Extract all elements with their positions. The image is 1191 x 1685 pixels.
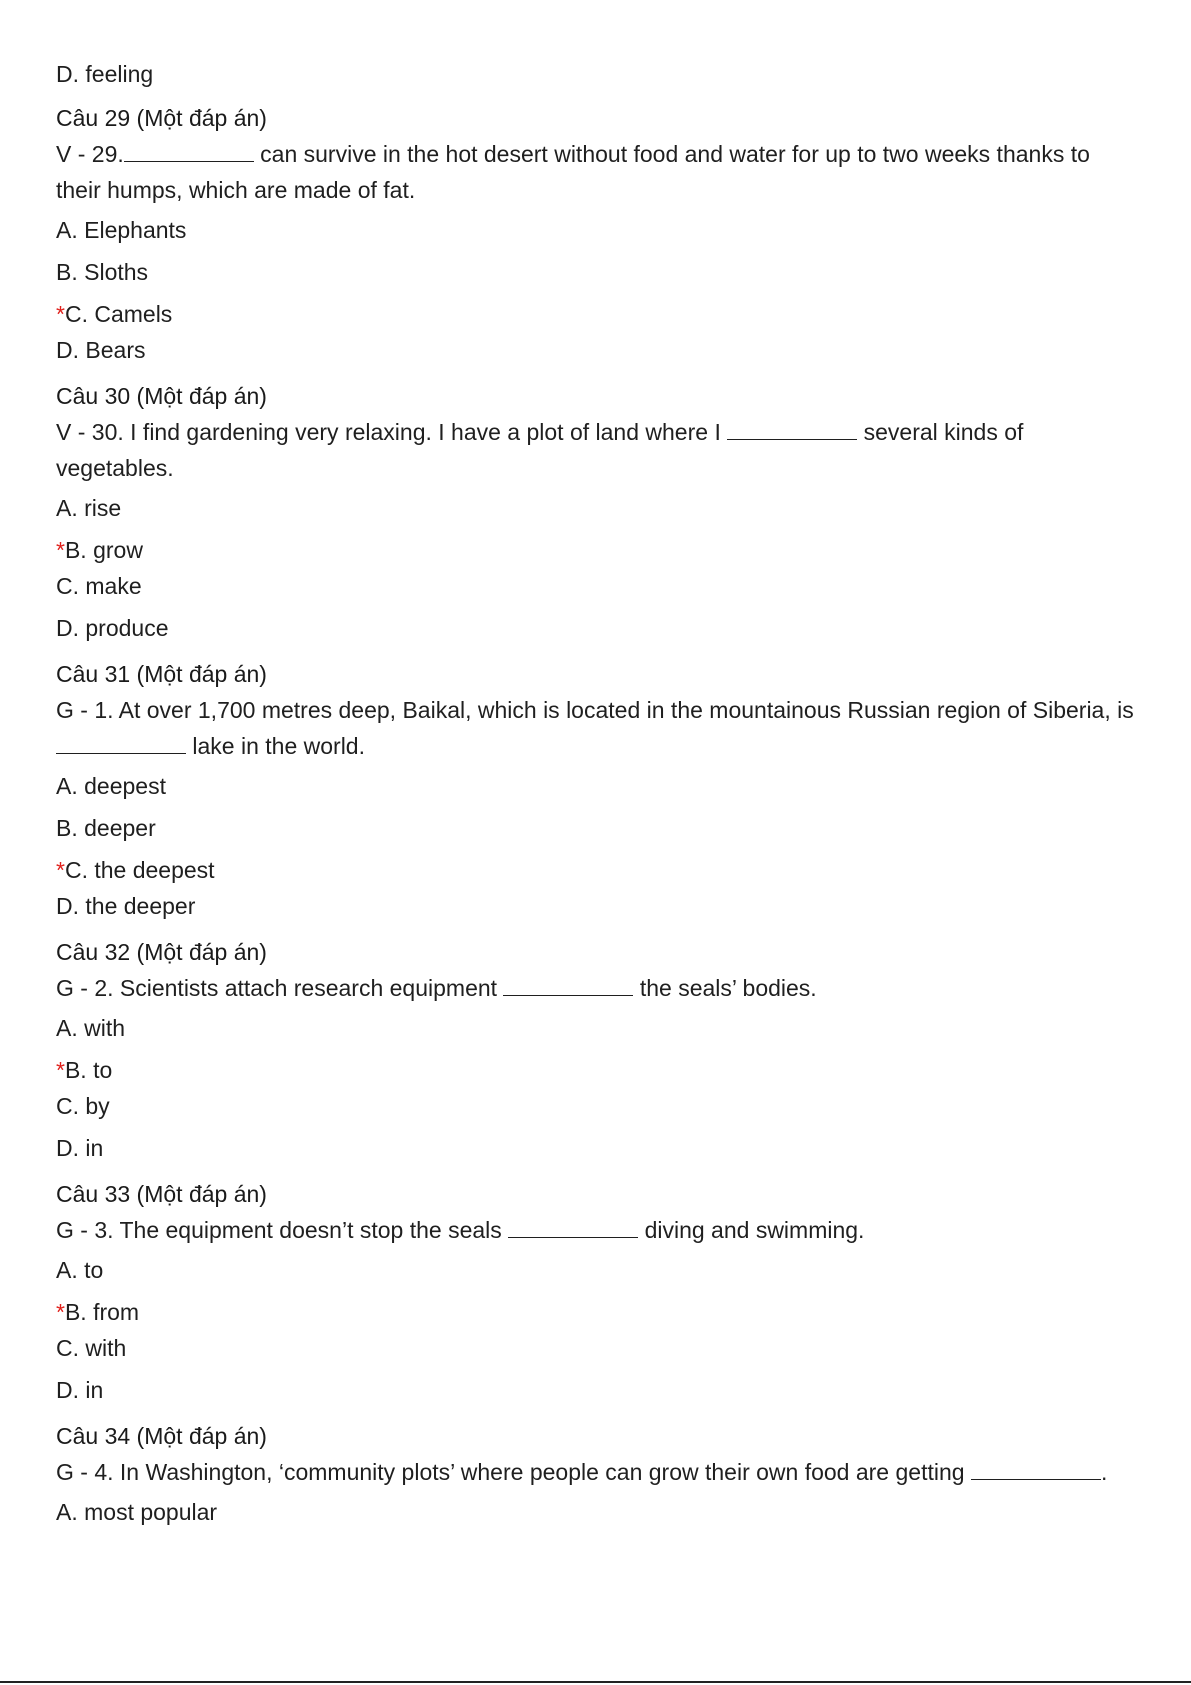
quiz-page xyxy=(56,56,1136,1540)
option-a[interactable]: A. most popular xyxy=(56,1499,218,1525)
question-text: G - 2. Scientists attach research equipment the seals’ bodies. xyxy=(56,975,817,1001)
option-b[interactable]: B. Sloths xyxy=(56,259,149,285)
question-34 xyxy=(56,1418,1136,1530)
correct-answer-marker: * xyxy=(56,537,65,563)
previous-question-option: D. feeling xyxy=(56,61,154,87)
question-title: Câu 29 (Một đáp án) xyxy=(56,105,267,131)
question-32 xyxy=(56,934,1136,1166)
option-a[interactable]: A. deepest xyxy=(56,773,166,799)
correct-answer-marker: * xyxy=(56,1299,65,1325)
question-text: G - 3. The equipment doesn’t stop the seals diving and swimming. xyxy=(56,1217,865,1243)
option-b[interactable]: *B. to xyxy=(56,1057,113,1083)
question-text: G - 1. At over 1,700 metres deep, Baikal, which is located in the mountainous Russian region of Siberia, is lake in the world. xyxy=(56,697,1134,759)
correct-answer-marker: * xyxy=(56,857,65,883)
option-d[interactable]: D. in xyxy=(56,1135,104,1161)
option-a[interactable]: A. to xyxy=(56,1257,104,1283)
answer-blank xyxy=(503,975,633,996)
question-text: V - 29. can survive in the hot desert without food and water for up to two weeks thanks to their humps, which are made of fat. xyxy=(56,141,1090,203)
option-c[interactable]: C. with xyxy=(56,1335,127,1361)
question-title: Câu 30 (Một đáp án) xyxy=(56,383,267,409)
option-b[interactable]: *B. from xyxy=(56,1299,140,1325)
question-text: G - 4. In Washington, ‘community plots’ where people can grow their own food are getting . xyxy=(56,1459,1108,1485)
option-d[interactable]: D. produce xyxy=(56,615,169,641)
answer-blank xyxy=(124,141,254,162)
option-a[interactable]: A. Elephants xyxy=(56,217,187,243)
correct-answer-marker: * xyxy=(56,301,65,327)
option-a[interactable]: A. with xyxy=(56,1015,126,1041)
option-c[interactable]: *C. the deepest xyxy=(56,857,215,883)
question-title: Câu 33 (Một đáp án) xyxy=(56,1181,267,1207)
answer-blank xyxy=(727,419,857,440)
option-b[interactable]: B. deeper xyxy=(56,815,156,841)
question-title: Câu 34 (Một đáp án) xyxy=(56,1423,267,1449)
question-33 xyxy=(56,1176,1136,1408)
question-text: V - 30. I find gardening very relaxing. I have a plot of land where I several kinds of vegetables. xyxy=(56,419,1024,481)
answer-blank xyxy=(508,1217,638,1238)
page-bottom-divider xyxy=(0,1681,1191,1683)
question-title: Câu 31 (Một đáp án) xyxy=(56,661,267,687)
option-d[interactable]: D. Bears xyxy=(56,337,146,363)
option-d[interactable]: D. in xyxy=(56,1377,104,1403)
answer-blank xyxy=(971,1459,1101,1480)
answer-blank xyxy=(56,733,186,754)
question-title: Câu 32 (Một đáp án) xyxy=(56,939,267,965)
option-b[interactable]: *B. grow xyxy=(56,537,143,563)
question-30 xyxy=(56,378,1136,646)
option-d[interactable]: D. the deeper xyxy=(56,893,196,919)
option-c[interactable]: *C. Camels xyxy=(56,301,173,327)
option-c[interactable]: C. by xyxy=(56,1093,110,1119)
question-31 xyxy=(56,656,1136,924)
option-a[interactable]: A. rise xyxy=(56,495,122,521)
question-29 xyxy=(56,100,1136,368)
option-c[interactable]: C. make xyxy=(56,573,142,599)
correct-answer-marker: * xyxy=(56,1057,65,1083)
